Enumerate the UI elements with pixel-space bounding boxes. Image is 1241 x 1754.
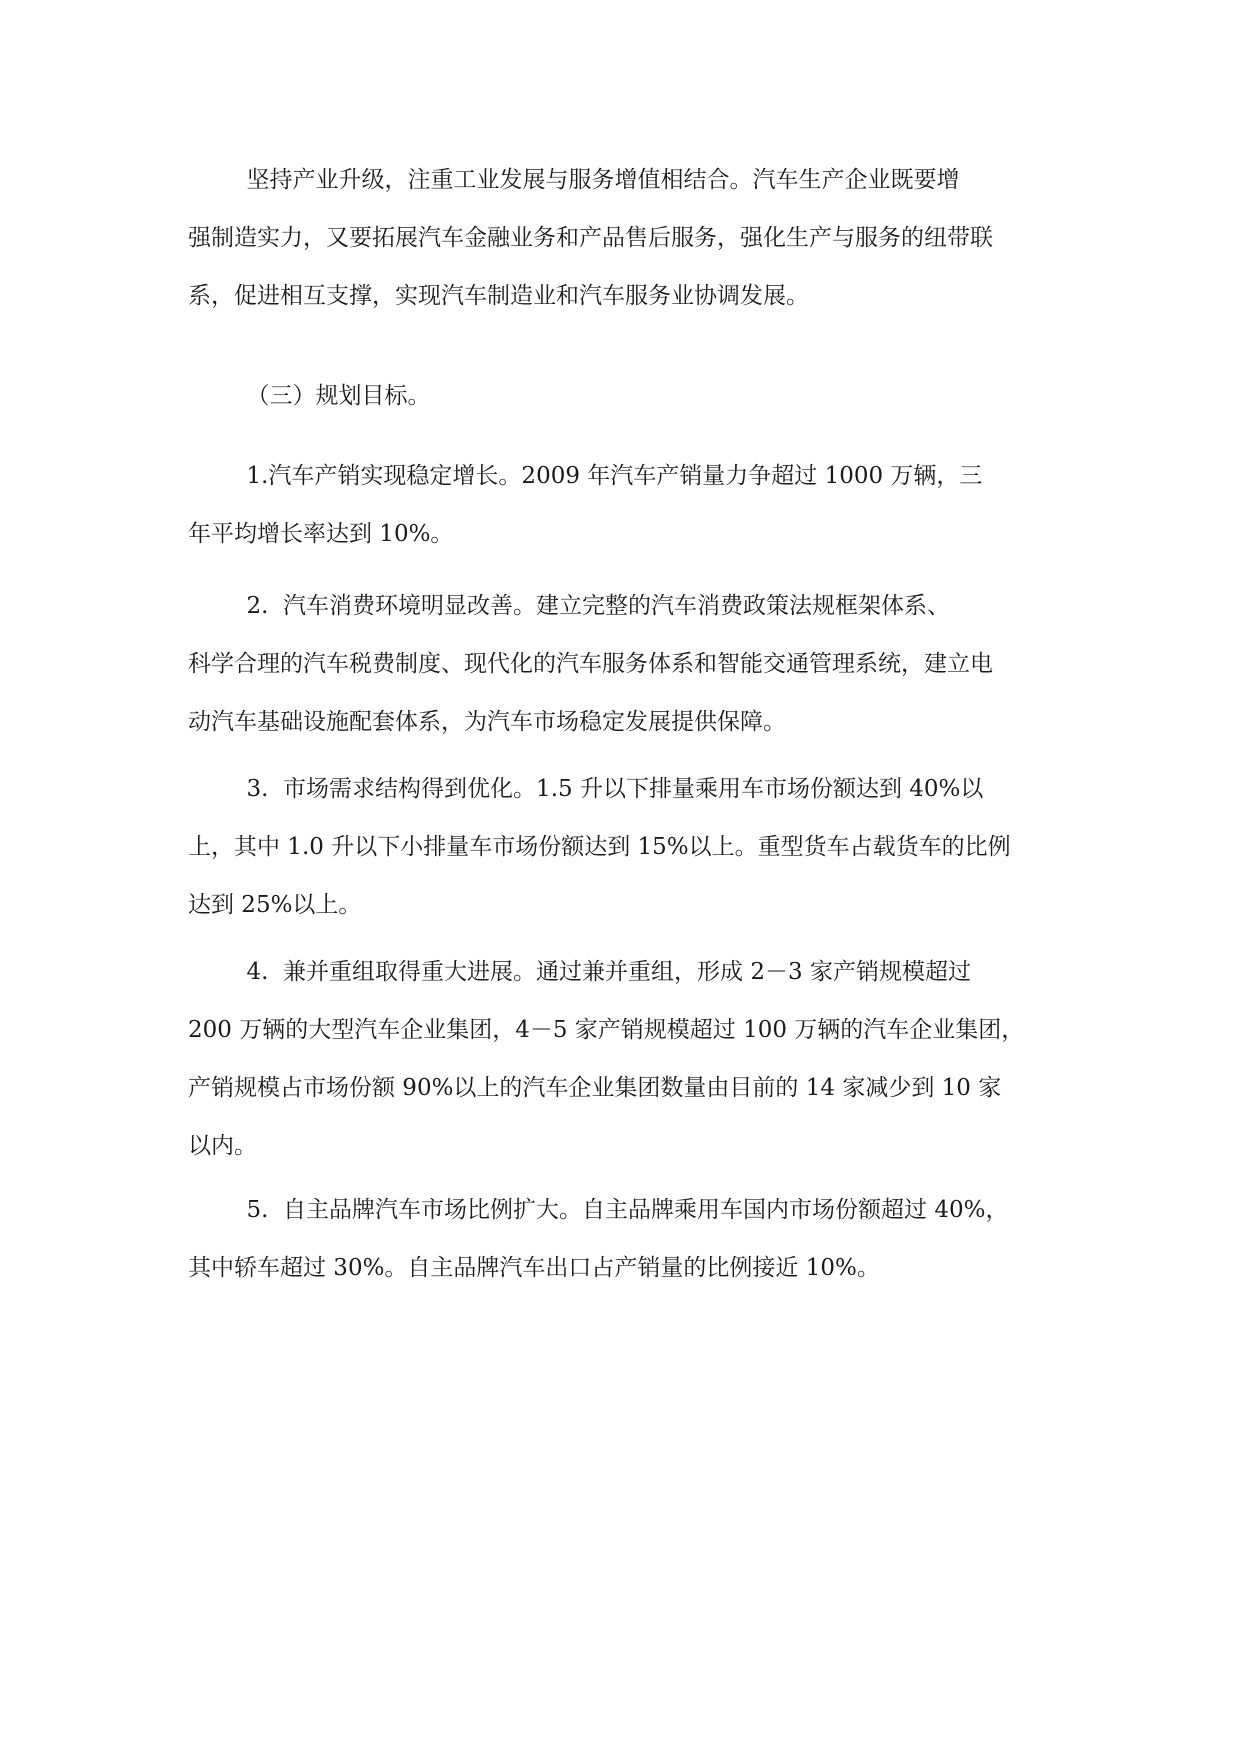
text-line: 动汽车基础设施配套体系，为汽车市场稳定发展提供保障。: [188, 709, 786, 735]
paragraph-goal-5: [188, 1181, 1068, 1297]
text-line: 年平均增长率达到 10%。: [188, 521, 454, 547]
text-line: 坚持产业升级，注重工业发展与服务增值相结合。汽车生产企业既要增: [188, 167, 960, 193]
text-line: 3. 市场需求结构得到优化。1.5 升以下排量乘用车市场份额达到 40%以: [188, 776, 984, 802]
text-line: 2. 汽车消费环境明显改善。建立完整的汽车消费政策法规框架体系、: [188, 593, 951, 619]
text-line: 系，促进相互支撑，实现汽车制造业和汽车服务业协调发展。: [188, 283, 809, 309]
text-line: 1.汽车产销实现稳定增长。2009 年汽车产销量力争超过 1000 万辆，三: [188, 463, 983, 489]
text-line: 科学合理的汽车税费制度、现代化的汽车服务体系和智能交通管理系统，建立电: [188, 651, 993, 677]
text-line: 5. 自主品牌汽车市场比例扩大。自主品牌乘用车国内市场份额超过 40%，: [188, 1197, 1009, 1223]
text-line: 产销规模占市场份额 90%以上的汽车企业集团数量由目前的 14 家减少到 10 家: [188, 1075, 1002, 1101]
text-line: 200 万辆的大型汽车企业集团，4－5 家产销规模超过 100 万辆的汽车企业集团，: [188, 1017, 1025, 1043]
section-heading-planning-goals: [188, 367, 1068, 425]
heading-line: （三）规划目标。: [188, 383, 431, 409]
text-line: 其中轿车超过 30%。自主品牌汽车出口占产销量的比例接近 10%。: [188, 1255, 880, 1281]
paragraph-goal-2: [188, 577, 1068, 751]
text-line: 4. 兼并重组取得重大进展。通过兼并重组，形成 2－3 家产销规模超过: [188, 959, 971, 985]
text-line: 强制造实力，又要拓展汽车金融业务和产品售后服务，强化生产与服务的纽带联: [188, 225, 993, 251]
paragraph-industry-upgrade: [188, 151, 1068, 325]
paragraph-goal-4: [188, 943, 1068, 1175]
text-line: 达到 25%以上。: [188, 892, 362, 918]
paragraph-goal-3: [188, 760, 1068, 934]
text-line: 以内。: [188, 1133, 257, 1159]
paragraph-goal-1: [188, 447, 1068, 563]
text-line: 上，其中 1.0 升以下小排量车市场份额达到 15%以上。重型货车占载货车的比例: [188, 834, 1011, 860]
